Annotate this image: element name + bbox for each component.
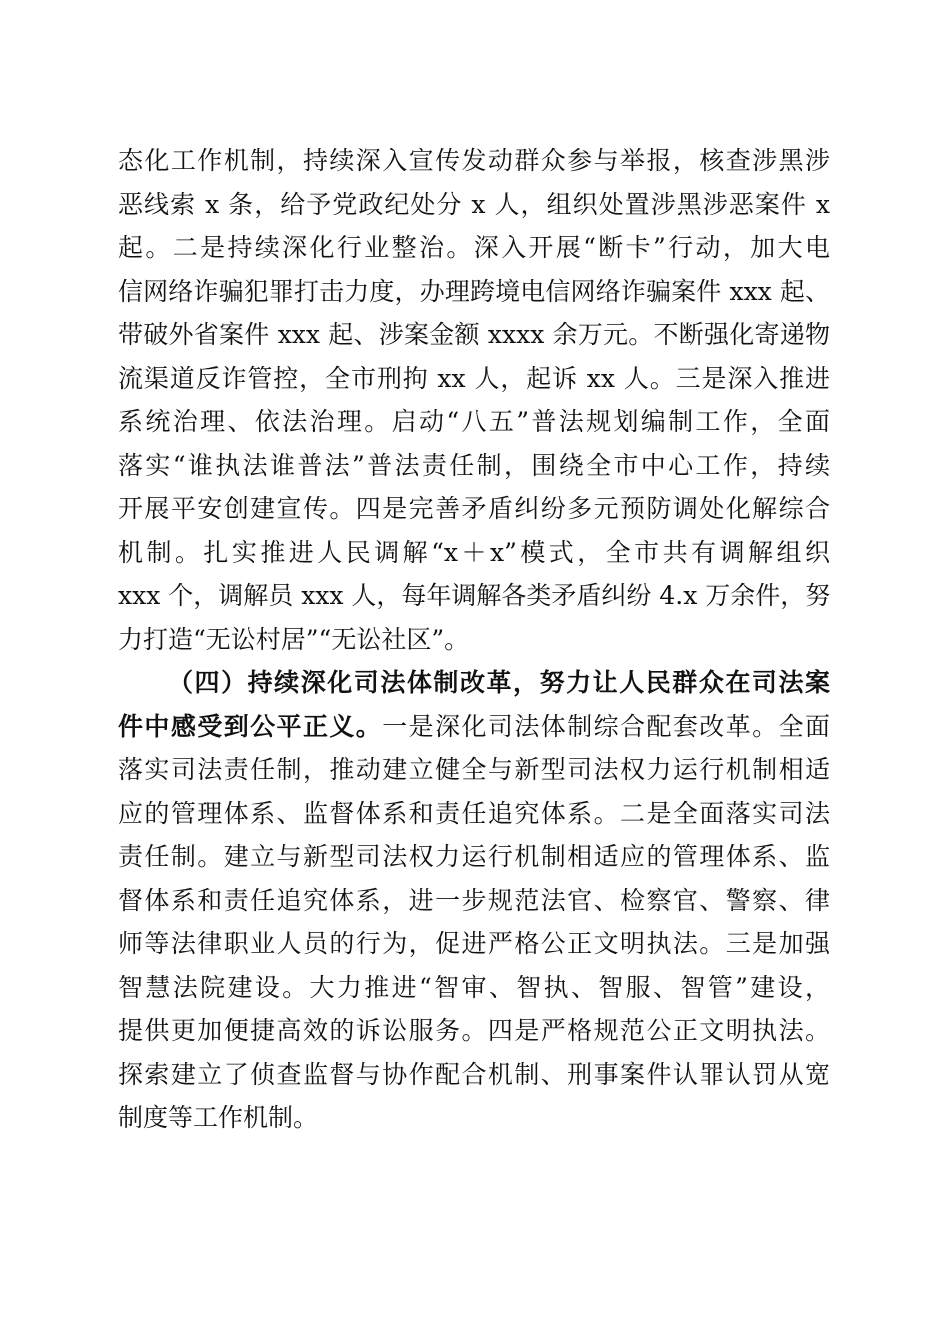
text-line: 探索建立了侦查监督与协作配合机制、刑事案件认罪认罚从宽 (118, 1059, 830, 1089)
text-line: 开展平安创建宣传。四是完善矛盾纠纷多元预防调处化解综合 (118, 494, 830, 523)
text-line: 提供更加便捷高效的诉讼服务。四是严格规范公正文明执法。 (118, 1016, 830, 1045)
document-body (118, 139, 830, 1140)
text-line: 信网络诈骗犯罪打击力度，办理跨境电信网络诈骗案件 xxx 起、 (118, 276, 830, 306)
text-line: 系统治理、依法治理。启动“八五”普法规划编制工作，全面 (118, 407, 830, 436)
text-line: xxx 个，调解员 xxx 人，每年调解各类矛盾纠纷 4.x 万余件，努 (118, 581, 831, 610)
text-line: 责任制。建立与新型司法权力运行机制相适应的管理体系、监 (118, 842, 830, 871)
section-heading-line: （四）持续深化司法体制改革，努力让人民群众在司法案 (168, 668, 830, 697)
text-line: 带破外省案件 xxx 起、涉案金额 xxxx 余万元。不断强化寄递物 (118, 320, 830, 349)
text-line-rest: 一是深化司法体制综合配套改革。全面 (382, 711, 830, 741)
section-heading-end: 件中感受到公平正义。 (118, 711, 383, 741)
text-line (118, 705, 830, 749)
text-line: 督体系和责任追究体系，进一步规范法官、检察官、警察、律 (118, 885, 830, 915)
text-line: 力打造“无讼村居”“无讼社区”。 (118, 624, 470, 654)
text-line: 应的管理体系、监督体系和责任追究体系。二是全面落实司法 (118, 798, 830, 828)
text-line: 机制。扎实推进人民调解“x＋x”模式，全市共有调解组织 (118, 537, 830, 567)
paragraph-section-four (118, 661, 830, 1140)
text-line: 落实“谁执法谁普法”普法责任制，围绕全市中心工作，持续 (118, 450, 830, 480)
text-line: 落实司法责任制，推动建立健全与新型司法权力运行机制相适 (118, 755, 830, 784)
text-line: 起。二是持续深化行业整治。深入开展“断卡”行动，加大电 (118, 233, 830, 262)
text-line: 制度等工作机制。 (118, 1103, 319, 1132)
text-line: 智慧法院建设。大力推进“智审、智执、智服、智管”建设， (118, 972, 830, 1002)
text-line: 态化工作机制，持续深入宣传发动群众参与举报，核查涉黑涉 (118, 146, 830, 175)
text-line: 恶线索 x 条，给予党政纪处分 x 人，组织处置涉黑涉恶案件 x (118, 189, 830, 219)
text-line: 流渠道反诈管控，全市刑拘 xx 人，起诉 xx 人。三是深入推进 (118, 363, 830, 393)
paragraph-continued (118, 139, 830, 661)
text-line: 师等法律职业人员的行为，促进严格公正文明执法。三是加强 (118, 929, 830, 958)
